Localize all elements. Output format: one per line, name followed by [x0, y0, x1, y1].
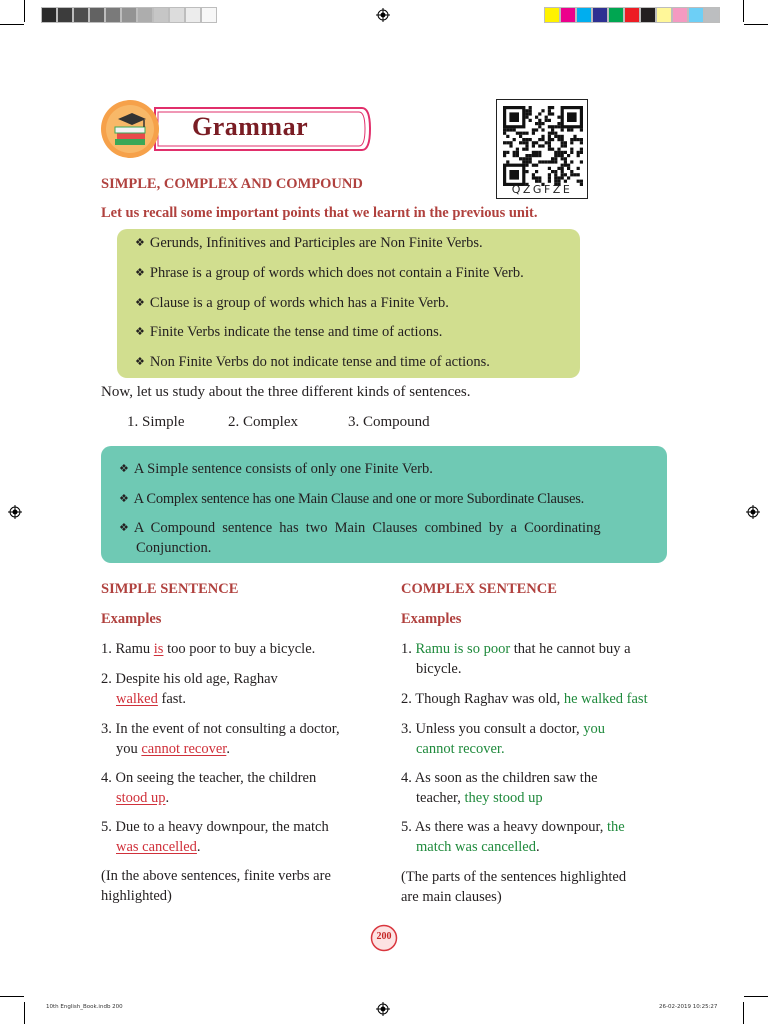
recall-line: Let us recall some important points that we learnt in the previous unit. — [101, 205, 538, 221]
intro-line: Now, let us study about the three different kinds of sentences. — [101, 384, 471, 400]
list-item: ❖ Gerunds, Infinitives and Participles are Non Finite Verbs. — [135, 235, 483, 251]
simple-examples-label: Examples — [101, 611, 162, 627]
page-number-badge — [370, 924, 398, 952]
color-swatch — [688, 7, 704, 23]
color-swatch — [153, 7, 169, 23]
books-icon — [100, 99, 160, 159]
color-swatch — [576, 7, 592, 23]
complex-examples-label: Examples — [401, 611, 462, 627]
list-item: 1. Ramu is so poor that he cannot buy a bicycle. — [401, 641, 631, 677]
crop-mark — [743, 0, 744, 22]
color-swatch — [672, 7, 688, 23]
diamond-bullet-icon: ❖ — [135, 296, 145, 309]
color-swatch — [89, 7, 105, 23]
list-item: 2. Though Raghav was old, he walked fast — [401, 691, 648, 707]
grey-calibration-strip — [41, 7, 217, 23]
list-item-continuation: Conjunction. — [136, 540, 212, 556]
registration-mark-icon — [376, 8, 390, 22]
list-item: 5. Due to a heavy downpour, the match was cancelled. — [101, 819, 329, 855]
qr-code-icon[interactable] — [503, 106, 583, 186]
diamond-bullet-icon: ❖ — [135, 355, 145, 368]
crop-mark — [744, 24, 768, 25]
list-item: ❖ Phrase is a group of words which does not contain a Finite Verb. — [135, 265, 524, 281]
diamond-bullet-icon: ❖ — [135, 266, 145, 279]
complex-heading: COMPLEX SENTENCE — [401, 581, 557, 597]
crop-mark — [743, 1002, 744, 1024]
color-swatch — [57, 7, 73, 23]
color-swatch — [608, 7, 624, 23]
color-swatch — [73, 7, 89, 23]
recall-points-box — [117, 229, 580, 378]
color-swatch — [704, 7, 720, 23]
color-swatch — [169, 7, 185, 23]
slug-timestamp: 26-02-2019 10:25:27 — [659, 1004, 718, 1010]
diamond-bullet-icon: ❖ — [119, 462, 129, 475]
qr-code-panel[interactable] — [496, 99, 588, 199]
color-swatch — [201, 7, 217, 23]
list-item: 3. Unless you consult a doctor, you cannot recover. — [401, 721, 606, 757]
list-item: ❖ Clause is a group of words which has a Finite Verb. — [135, 295, 449, 311]
crop-mark — [24, 1002, 25, 1024]
simple-heading: SIMPLE SENTENCE — [101, 581, 239, 597]
kind-complex: 2. Complex — [228, 414, 298, 430]
color-swatch — [185, 7, 201, 23]
color-swatch — [137, 7, 153, 23]
list-item: ❖ A Simple sentence consists of only one Finite Verb. — [119, 461, 433, 477]
simple-note: (In the above sentences, finite verbs are highlighted) — [101, 868, 331, 904]
list-item: ❖ A Compound sentence has two Main Clauses combined by a Coordinating — [119, 520, 601, 536]
slug-file-name: 10th English_Book.indb 200 — [46, 1004, 123, 1010]
list-item: 5. As there was a heavy downpour, the match was cancelled. — [401, 819, 625, 855]
registration-mark-icon — [376, 1002, 390, 1016]
grammar-banner — [100, 99, 372, 159]
list-item: 1. Ramu is too poor to buy a bicycle. — [101, 641, 316, 657]
complex-note: (The parts of the sentences highlighted are main clauses) — [401, 869, 627, 905]
crop-mark — [0, 996, 24, 997]
kind-simple: 1. Simple — [127, 414, 185, 430]
diamond-bullet-icon: ❖ — [119, 492, 129, 505]
diamond-bullet-icon: ❖ — [119, 521, 129, 534]
kind-compound: 3. Compound — [348, 414, 430, 430]
crop-mark — [24, 0, 25, 22]
color-swatch — [624, 7, 640, 23]
diamond-bullet-icon: ❖ — [135, 236, 145, 249]
color-swatch — [121, 7, 137, 23]
registration-mark-icon — [8, 505, 22, 519]
diamond-bullet-icon: ❖ — [135, 325, 145, 338]
list-item: ❖ Finite Verbs indicate the tense and time of actions. — [135, 324, 443, 340]
list-item: 4. On seeing the teacher, the children stood up. — [101, 770, 317, 806]
list-item: 3. In the event of not consulting a doctor, you cannot recover. — [101, 721, 340, 757]
qr-code-label: QZGFZE — [511, 183, 573, 196]
color-swatch — [560, 7, 576, 23]
color-swatch — [41, 7, 57, 23]
section-heading: SIMPLE, COMPLEX AND COMPOUND — [101, 176, 363, 192]
color-swatch — [592, 7, 608, 23]
list-item: ❖ Non Finite Verbs do not indicate tense and time of actions. — [135, 354, 490, 370]
crop-mark — [0, 24, 24, 25]
color-swatch — [656, 7, 672, 23]
list-item: ❖ A Complex sentence has one Main Clause and one or more Subordinate Clauses. — [119, 491, 585, 507]
page-number: 200 — [376, 931, 392, 942]
crop-mark — [744, 996, 768, 997]
registration-mark-icon — [746, 505, 760, 519]
list-item: 4. As soon as the children saw the teacher, they stood up — [401, 770, 598, 806]
definitions-box — [101, 446, 667, 563]
color-swatch — [105, 7, 121, 23]
list-item: 2. Despite his old age, Raghav walked fast. — [101, 671, 278, 707]
color-swatch — [544, 7, 560, 23]
color-calibration-strip — [544, 7, 720, 23]
banner-title: Grammar — [192, 112, 309, 141]
color-swatch — [640, 7, 656, 23]
